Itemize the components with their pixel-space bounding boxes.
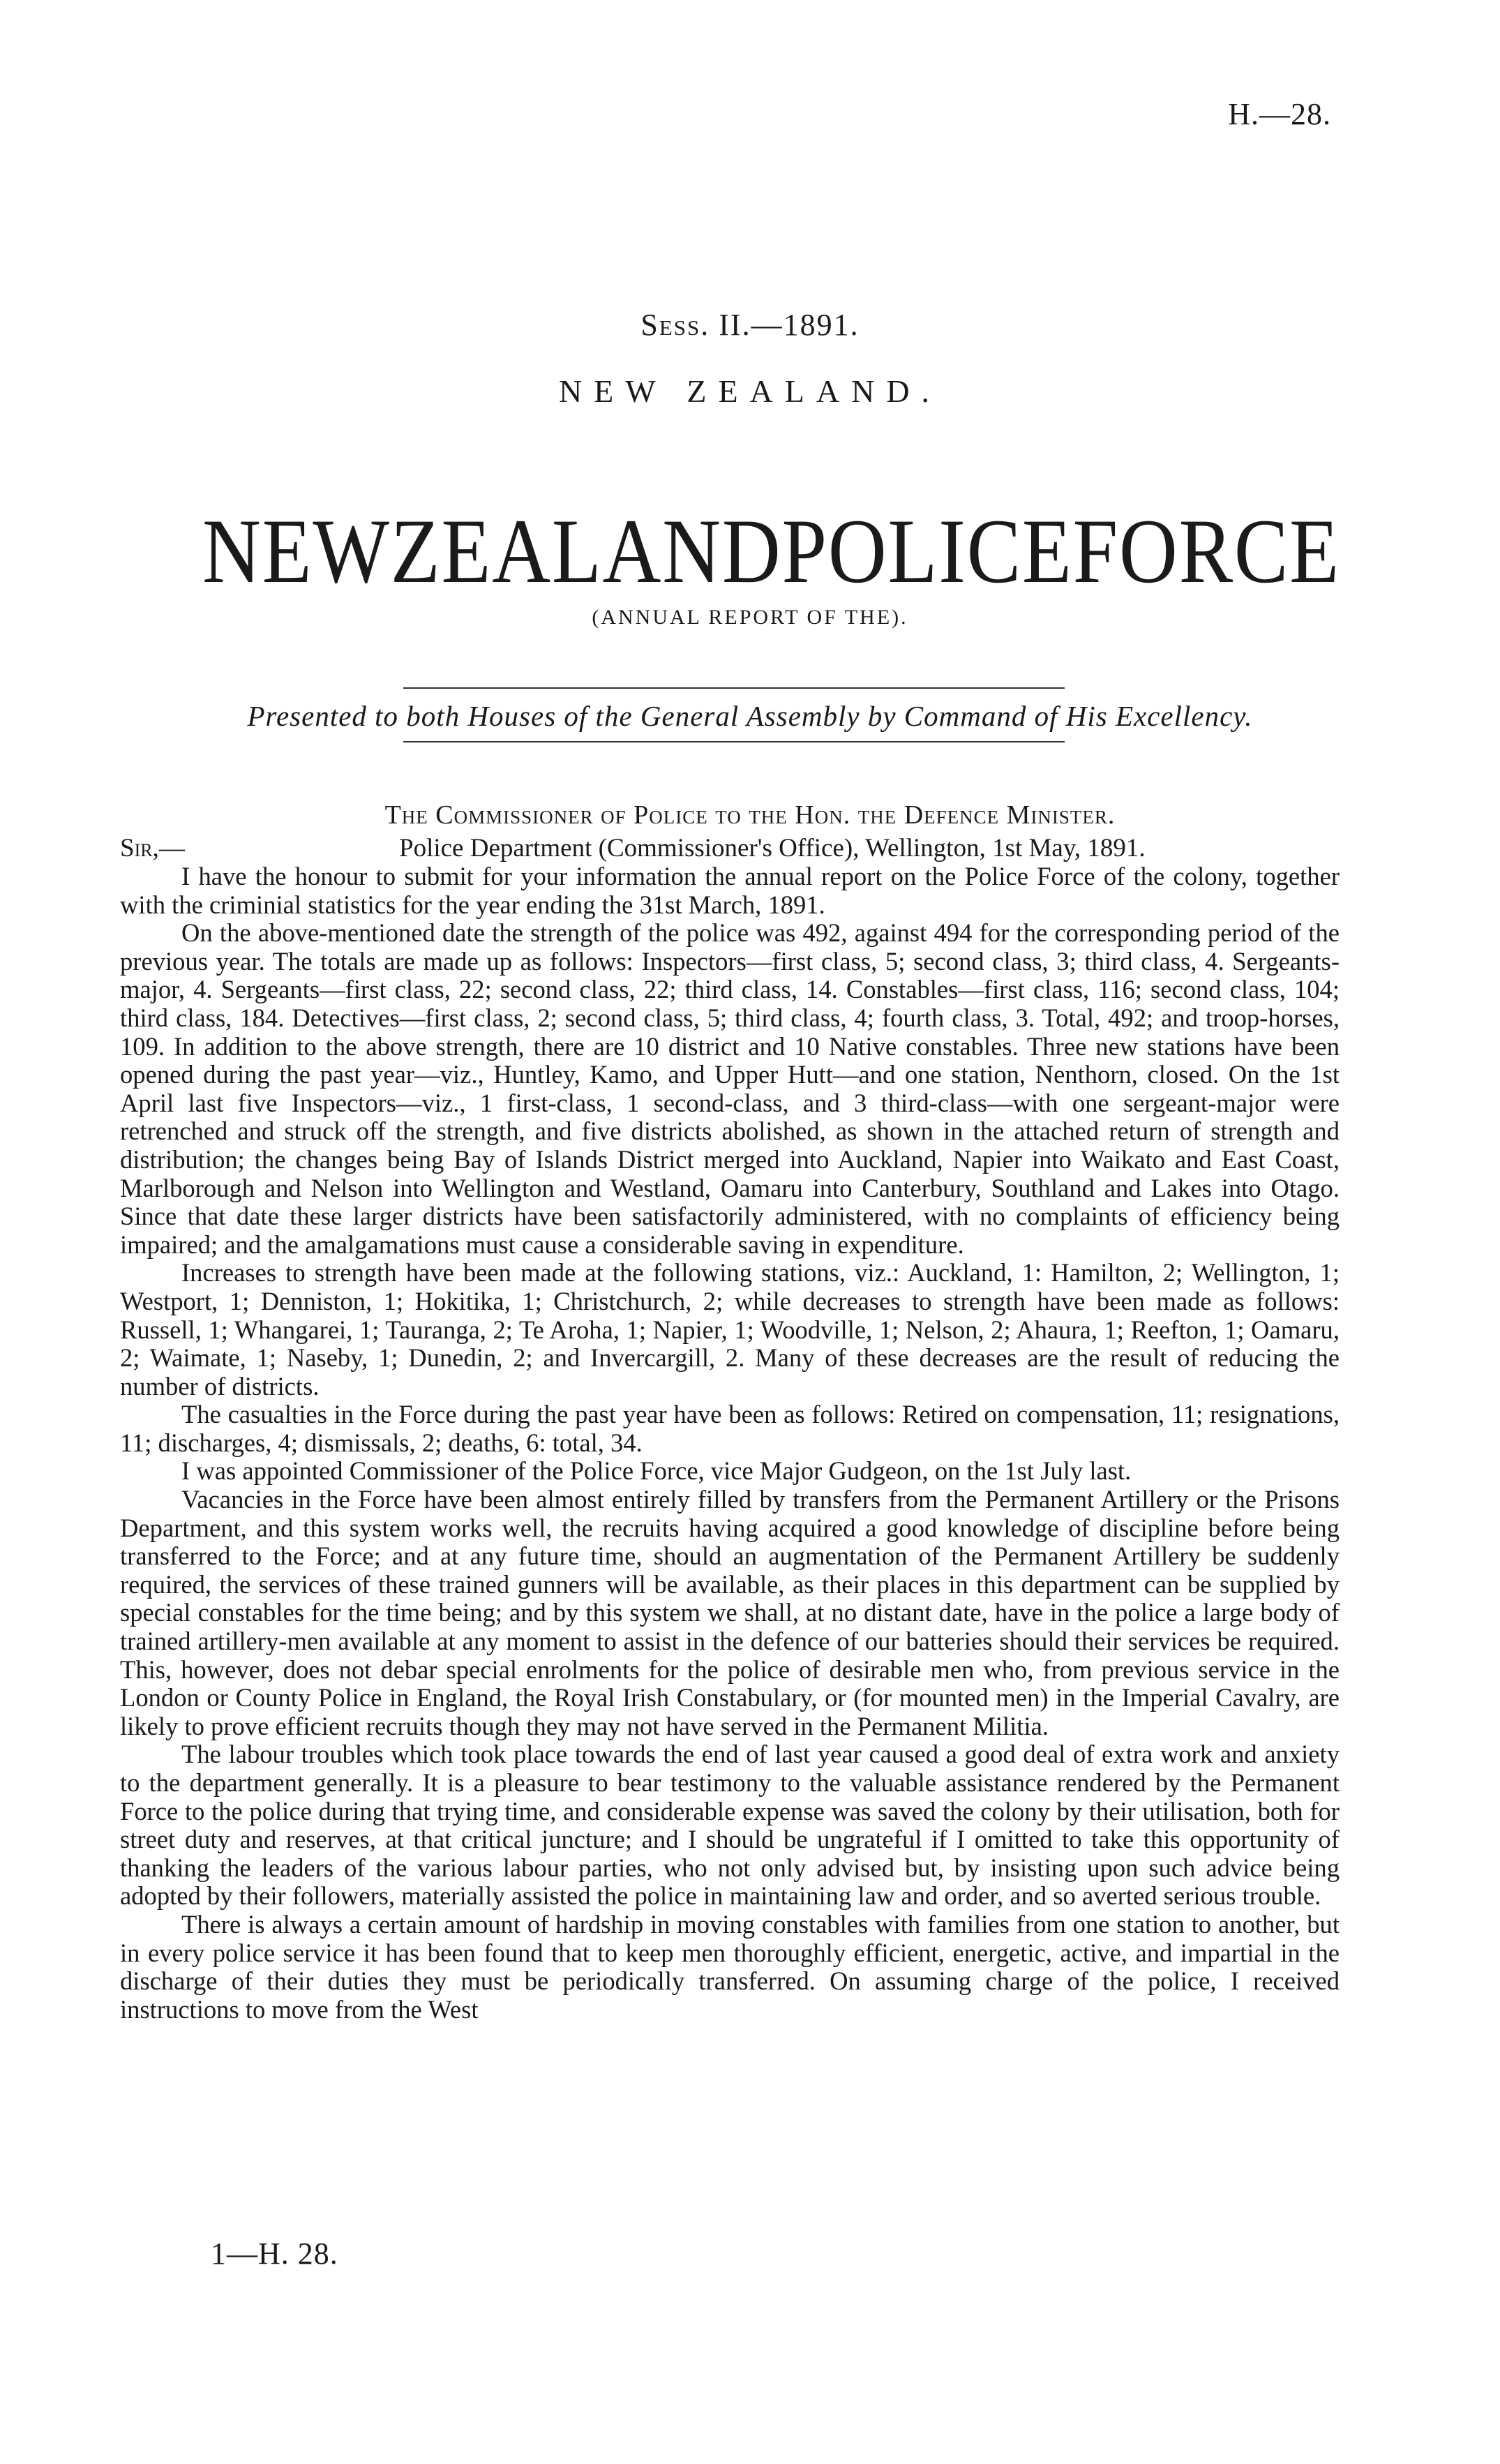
paragraph: I was appointed Commissioner of the Police Force, vice Major Gudgeon, on the 1st July last. [181,1456,1132,1486]
paragraph: Increases to strength have been made at the following stations, viz.: Auckland, 1: Hamilton, 2; Wellington, 1; Westport, 1; Denniston, 1; Hokitika, 1; Christchurch, 2; while decreases to strength have been made as follows: Russell, 1; Whangarei, 1; Tauranga, 2; Te Aroha, 1; Napier, 1; Woodville, 1; Nelson, 2; Ahaura, 1; Reefton, 1; Oamaru, 2; Waimate, 1; Naseby, 1; Dunedin, 2; and Invercargill, 2. Many of these decreases are the result of reducing the number of districts. [120,1258,1340,1401]
document-subtitle: (ANNUAL REPORT OF THE). [592,606,908,629]
paragraph: On the above-mentioned date the strength of the police was 492, against 494 for the corresponding period of the previous year. The totals are made up as follows: Inspectors—first class, 5; second class, 3; third class, 4. Sergeants-major, 4. Sergeants—first class, 22; second class, 22; third class, 14. Constables—first class, 116; second class, 104; third class, 184. Detectives—first class, 2; second class, 5; third class, 4; fourth class, 3. Total, 492; and troop-horses, 109. In addition to the above strength, there are 10 district and 10 Native constables. Three new stations have been opened during the past year—viz., Huntley, Kamo, and Upper Hutt—and one station, Nenthorn, closed. On the 1st April last five Inspectors—viz., 1 first-class, 1 second-class, and 3 third-class—with one sergeant-major were retrenched and struck off the strength, and five districts abolished, as shown in the attached return of strength and distribution; the changes being Bay of Islands District merged into Auckland, Napier into Waikato and East Coast, Marlborough and Nelson into Wellington and Westland, Oamaru into Canterbury, Southland and Lakes into Otago. Since that date these larger districts have been satisfactorily administered, with no complaints of efficiency being impaired; and the amalgamations must cause a considerable saving in expenditure. [120,918,1340,1259]
session-line [0,307,1500,343]
paragraph: The casualties in the Force during the past year have been as follows: Retired on compensation, 11; resignations, 11; discharges, 4; dismissals, 2; deaths, 6: total, 34. [120,1400,1340,1457]
session-year: II.—1891. [710,308,860,342]
letter-body [120,863,1340,2024]
presented-line: Presented to both Houses of the General Assembly by Command of His Excellency. [247,700,1253,732]
country-heading: NEW ZEALAND. [558,373,942,409]
session-prefix: Sess. [640,308,710,342]
bottom-divider [403,741,1065,742]
footer-signature: 1—H. 28. [211,2237,338,2271]
paragraph: The labour troubles which took place towards the end of last year caused a good deal of extra work and anxiety to the department generally. It is a pleasure to bear testimony to the valuable assistance rendered by the Permanent Force to the police during that trying time, and considerable expense was saved the colony by their utilisation, both for street duty and reserves, at that critical juncture; and I should be ungrateful if I omitted to take this opportunity of thanking the leaders of the various labour parties, who not only advised but, by insisting upon such advice being adopted by their followers, materially assisted the police in maintaining law and order, and so averted serious trouble. [120,1740,1340,1911]
page-reference: H.—28. [1228,97,1331,131]
title-word-2: ZEALAND [390,500,782,602]
salutation: Sir,— [120,834,185,863]
title-word-3: POLICE [781,500,1073,602]
dateline: Police Department (Commissioner's Office), Wellington, 1st May, 1891. [399,834,1146,863]
paragraph: I have the honour to submit for your information the annual report on the Police Force of the colony, together with the criminial statistics for the year ending the 31st March, 1891. [120,862,1340,919]
title-word-4: FORCE [1072,500,1340,602]
title-word-1: NEW [202,500,391,602]
paragraph: Vacancies in the Force have been almost entirely filled by transfers from the Permanent Artillery or the Prisons Department, and this system works well, the recruits having acquired a good knowledge of discipline before being transferred to the Force; and at any future time, should an augmentation of the Permanent Artillery be suddenly required, the services of these trained gunners will be available, as their places in this department can be supplied by special constables for the time being; and by this system we shall, at no distant date, have in the police a large body of trained artillery-men available at any moment to assist in the defence of our batteries should their services be required. This, however, does not debar special enrolments for the police of desirable men who, from previous service in the London or County Police in England, the Royal Irish Constabulary, or (for mounted men) in the Imperial Cavalry, are likely to prove efficient recruits though they may not have served in the Permanent Militia. [120,1485,1340,1740]
document-title [202,500,1340,602]
letter-address: The Commissioner of Police to the Hon. the Defence Minister. [384,800,1116,830]
top-divider [403,687,1065,689]
paragraph: There is always a certain amount of hardship in moving constables with families from one station to another, but in every police service it has been found that to keep men thoroughly efficient, energetic, active, and impartial in the discharge of their duties they must be periodically transferred. On assuming charge of the police, I received instructions to move from the West [120,1909,1340,2024]
